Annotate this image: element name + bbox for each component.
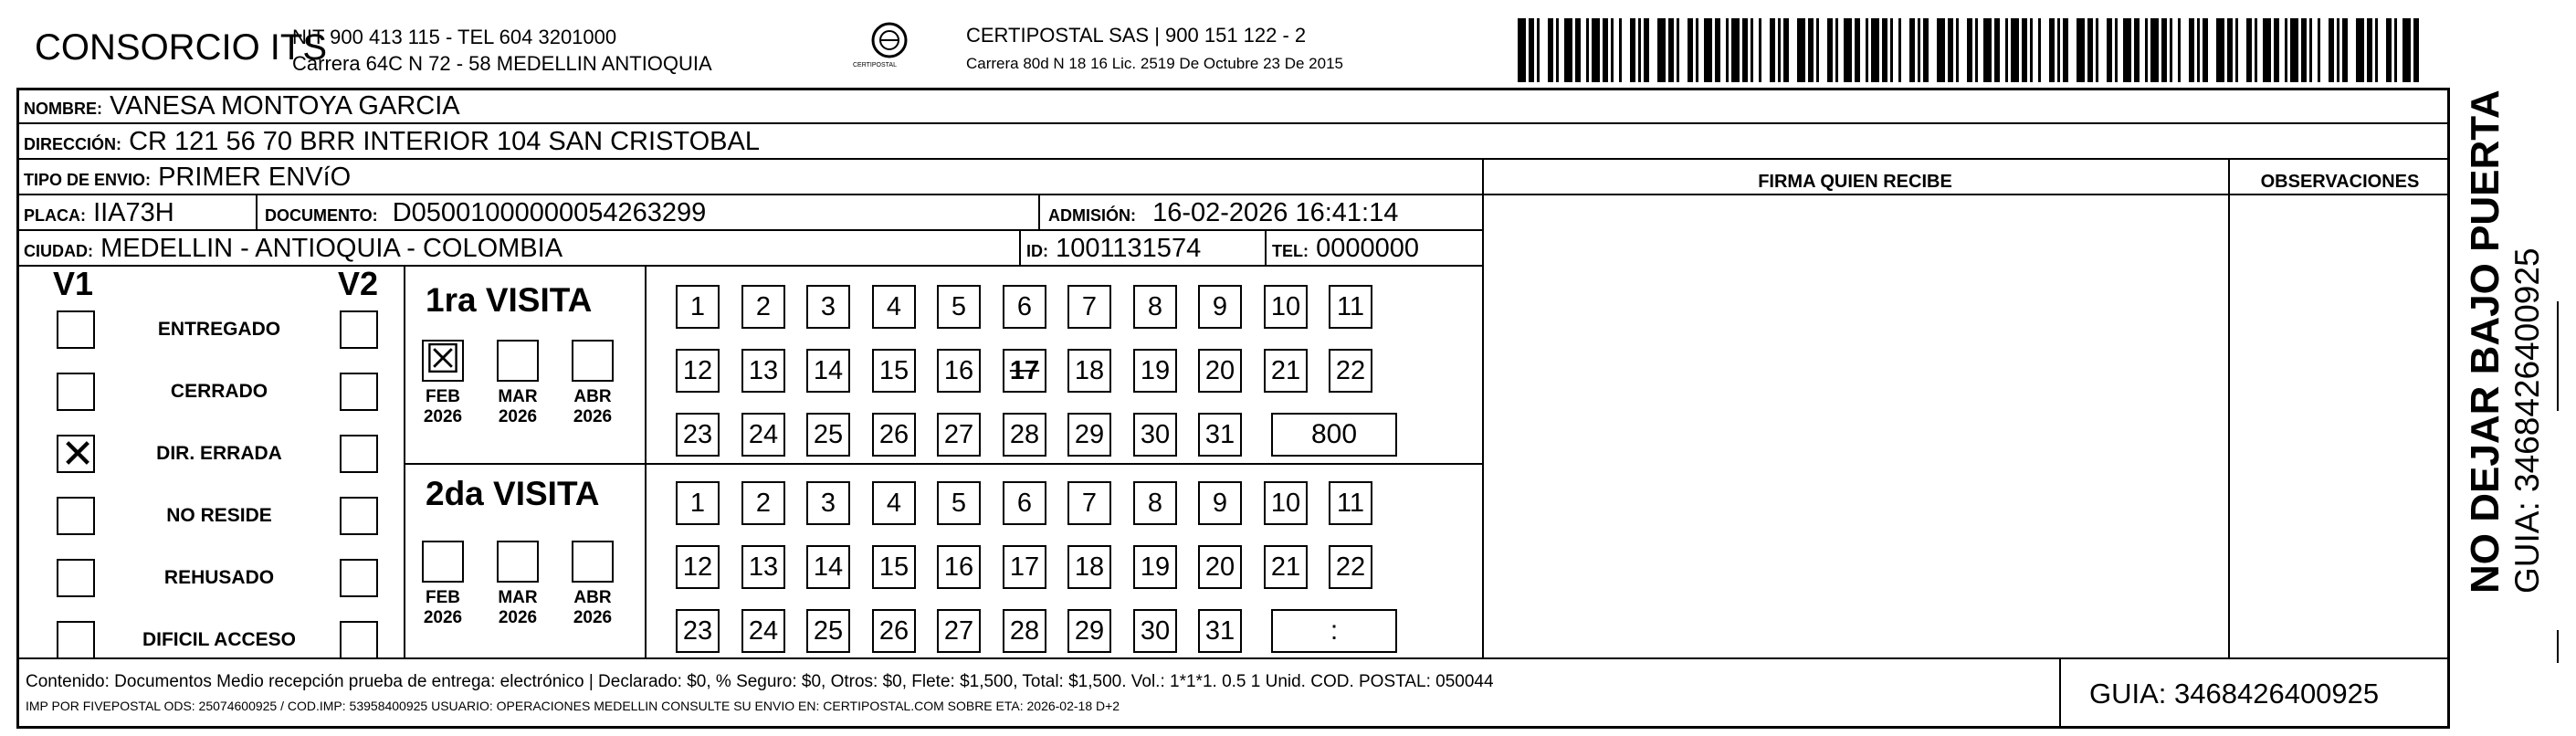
- barcode-bar: [2419, 18, 2424, 82]
- col-divider: [2059, 657, 2061, 729]
- barcode-bar: [2216, 18, 2224, 82]
- ciudad-label: CIUDAD:: [24, 242, 93, 260]
- row-divider: [16, 122, 2450, 124]
- barcode-bar: [1540, 18, 1548, 82]
- day-box[interactable]: 5: [937, 285, 981, 329]
- day-box[interactable]: 18: [1067, 349, 1111, 393]
- day-box[interactable]: 30: [1133, 413, 1177, 457]
- day-box[interactable]: 28: [1003, 413, 1046, 457]
- day-box[interactable]: 23: [676, 609, 720, 653]
- v2-checkbox[interactable]: [340, 373, 378, 411]
- v1-checkbox[interactable]: [57, 310, 95, 349]
- day-box[interactable]: 20: [1198, 349, 1242, 393]
- status-label: ENTREGADO: [157, 319, 281, 340]
- ciudad-value: MEDELLIN - ANTIOQUIA - COLOMBIA: [100, 234, 563, 263]
- day-box[interactable]: 1: [676, 285, 720, 329]
- footer-divider: [16, 657, 2450, 659]
- nit-line: NIT 900 413 115 - TEL 604 3201000: [292, 26, 617, 48]
- documento-row: [265, 198, 706, 228]
- barcode-bar: [1937, 18, 1945, 82]
- tipo-label: TIPO DE ENVIO:: [24, 171, 152, 189]
- placa-row: [24, 198, 174, 228]
- logo-caption: CERTIPOSTAL: [853, 62, 897, 68]
- admision-value: 16-02-2026 16:41:14: [1152, 198, 1399, 227]
- day-box[interactable]: 29: [1067, 609, 1111, 653]
- barcode-bar: [2208, 18, 2216, 82]
- day-box[interactable]: 9: [1198, 481, 1242, 525]
- barcode-bar: [1959, 18, 1967, 82]
- month-year: 2026: [573, 608, 613, 627]
- row-divider: [16, 158, 2450, 160]
- day-box[interactable]: 19: [1133, 545, 1177, 589]
- v1-checkbox[interactable]: [57, 432, 95, 477]
- day-box[interactable]: 31: [1198, 413, 1242, 457]
- certipostal-line: CERTIPOSTAL SAS | 900 151 122 - 2: [966, 24, 1307, 47]
- day-box[interactable]: 7: [1067, 481, 1111, 525]
- day-box[interactable]: 12: [676, 545, 720, 589]
- month-caption: [409, 588, 477, 628]
- nombre-label: NOMBRE:: [24, 100, 102, 118]
- day-box[interactable]: 25: [806, 413, 850, 457]
- barcode-bar: [2403, 18, 2411, 82]
- month-caption: [409, 387, 477, 427]
- company-info: [292, 24, 712, 77]
- direccion-row: [24, 127, 760, 157]
- month-caption: [559, 387, 626, 427]
- status-label: CERRADO: [170, 381, 268, 402]
- barcode-bar: [1871, 18, 1879, 82]
- v1-checkbox[interactable]: [57, 621, 95, 659]
- observaciones-header: OBSERVACIONES: [2260, 172, 2420, 192]
- v2-checkbox[interactable]: [340, 310, 378, 349]
- day-box[interactable]: 3: [806, 285, 850, 329]
- barcode: [1518, 18, 2433, 82]
- month-name: MAR: [498, 588, 538, 607]
- v1-checkbox[interactable]: [57, 559, 95, 597]
- barcode-bar: [1761, 18, 1770, 82]
- barcode-bar: [1679, 18, 1688, 82]
- barcode-bar: [1592, 18, 1600, 82]
- barcode-bar: [2263, 18, 2271, 82]
- day-box[interactable]: 10: [1264, 481, 1308, 525]
- placa-value: IIA73H: [93, 198, 174, 227]
- nombre-row: [24, 91, 460, 121]
- barcode-bar: [2041, 18, 2049, 82]
- barcode-bar: [1844, 18, 1852, 82]
- barcode-bar: [2123, 18, 2131, 82]
- barcode-bar: [1819, 18, 1827, 82]
- barcode-bar: [2068, 18, 2077, 82]
- day-box[interactable]: 29: [1067, 413, 1111, 457]
- col-divider: [1038, 194, 1040, 229]
- barcode-bar: [1901, 18, 1909, 82]
- col-divider: [2228, 158, 2230, 657]
- status-label: REHUSADO: [163, 567, 275, 588]
- day-box[interactable]: 22: [1329, 349, 1372, 393]
- month-caption: [559, 588, 626, 628]
- month-checkbox[interactable]: [422, 337, 464, 382]
- tipo-row: [24, 163, 351, 193]
- barcode-bar: [2011, 18, 2019, 82]
- barcode-bar: [2150, 18, 2159, 82]
- month-name: FEB: [426, 588, 460, 607]
- col-divider: [645, 265, 647, 657]
- footer-imp: IMP POR FIVEPOSTAL ODS: 25074600925 / COD.IMP: 53958400925 USUARIO: OPERACIONES MEDELLIN CONSULTE SU ENVIO EN: CERTIPOSTAL.COM SOBRE ETA: 2026-02-18 D+2: [26, 699, 1120, 713]
- v2-checkbox[interactable]: [340, 435, 378, 473]
- firma-header: FIRMA QUIEN RECIBE: [1758, 172, 1952, 192]
- day-box[interactable]: 27: [937, 413, 981, 457]
- check-x-icon: ✕: [60, 432, 95, 477]
- day-box[interactable]: 14: [806, 349, 850, 393]
- day-box[interactable]: 26: [872, 609, 916, 653]
- barcode-bar: [1704, 18, 1712, 82]
- day-box[interactable]: 24: [741, 413, 785, 457]
- v2-checkbox[interactable]: [340, 497, 378, 535]
- day-box[interactable]: 28: [1003, 609, 1046, 653]
- col-divider: [256, 194, 258, 229]
- month-year: 2026: [423, 608, 463, 627]
- barcode-bar: [2181, 18, 2189, 82]
- day-box[interactable]: 15: [872, 545, 916, 589]
- v1-checkbox[interactable]: [57, 497, 95, 535]
- day-box[interactable]: 20: [1198, 545, 1242, 589]
- documento-label: DOCUMENTO:: [265, 206, 378, 225]
- day-box[interactable]: 16: [937, 349, 981, 393]
- month-caption: [484, 588, 552, 628]
- month-year: 2026: [573, 407, 613, 426]
- day-box[interactable]: 8: [1133, 481, 1177, 525]
- month-checkbox[interactable]: [497, 541, 539, 583]
- barcode-bar: [2238, 18, 2246, 82]
- status-label: DIR. ERRADA: [156, 443, 282, 464]
- v2-checkbox[interactable]: [340, 559, 378, 597]
- barcode-bar: [2077, 18, 2085, 82]
- day-box[interactable]: 30: [1133, 609, 1177, 653]
- month-caption: [484, 387, 552, 427]
- month-year: 2026: [498, 608, 538, 627]
- month-year: 2026: [498, 407, 538, 426]
- day-box[interactable]: 18: [1067, 545, 1111, 589]
- day-box[interactable]: 27: [937, 609, 981, 653]
- barcode-bar: [1789, 18, 1797, 82]
- col-divider: [1019, 229, 1021, 265]
- v1-header: V1: [53, 265, 94, 302]
- barcode-bar: [1657, 18, 1666, 82]
- col-divider: [404, 265, 405, 657]
- day-box[interactable]: 2: [741, 481, 785, 525]
- day-box[interactable]: 5: [937, 481, 981, 525]
- barcode-bar: [1797, 18, 1805, 82]
- day-box[interactable]: 4: [872, 285, 916, 329]
- check-x-icon: ☒: [425, 337, 461, 382]
- month-checkbox[interactable]: [422, 541, 464, 583]
- company-address: Carrera 64C N 72 - 58 MEDELLIN ANTIOQUIA: [292, 52, 712, 75]
- direccion-value: CR 121 56 70 BRR INTERIOR 104 SAN CRISTOBAL: [129, 127, 760, 156]
- barcode-bar: [1564, 18, 1572, 82]
- row-divider: [1482, 194, 2450, 195]
- day-box[interactable]: 11: [1329, 285, 1372, 329]
- visit2-title: 2da VISITA: [426, 475, 600, 512]
- day-box[interactable]: 25: [806, 609, 850, 653]
- barcode-bar: [1983, 18, 1992, 82]
- barcode-bar: [1649, 18, 1657, 82]
- day-box[interactable]: 9: [1198, 285, 1242, 329]
- tel-row: [1272, 234, 1419, 264]
- month-checkbox[interactable]: [572, 541, 614, 583]
- status-label: DIFICIL ACCESO: [142, 629, 296, 650]
- day-box[interactable]: 13: [741, 545, 785, 589]
- hour-field[interactable]: :: [1271, 609, 1397, 653]
- day-box[interactable]: 15: [872, 349, 916, 393]
- day-box[interactable]: 7: [1067, 285, 1111, 329]
- tel-label: TEL:: [1272, 242, 1309, 260]
- day-box[interactable]: 21: [1264, 349, 1308, 393]
- day-box[interactable]: 17: [1003, 545, 1046, 589]
- row-divider: [16, 265, 1482, 267]
- day-box[interactable]: 31: [1198, 609, 1242, 653]
- day-box[interactable]: 21: [1264, 545, 1308, 589]
- barcode-bar: [2378, 18, 2386, 82]
- barcode-bar: [2098, 18, 2107, 82]
- tel-value: 0000000: [1316, 234, 1419, 263]
- documento-value: D05001000000054263299: [392, 198, 707, 227]
- barcode-bar: [1622, 18, 1630, 82]
- v2-header: V2: [338, 265, 379, 302]
- id-value: 1001131574: [1056, 234, 1202, 263]
- visit1-title: 1ra VISITA: [426, 281, 593, 319]
- month-name: ABR: [573, 588, 612, 607]
- v1-checkbox[interactable]: [57, 373, 95, 411]
- day-box[interactable]: 26: [872, 413, 916, 457]
- barcode-bar: [1731, 18, 1740, 82]
- company-name: CONSORCIO ITS: [35, 27, 328, 68]
- id-label: ID:: [1026, 242, 1048, 260]
- day-box[interactable]: 6: [1003, 285, 1046, 329]
- barcode-bar: [2320, 18, 2329, 82]
- placa-label: PLACA:: [24, 206, 86, 225]
- v2-checkbox[interactable]: [340, 621, 378, 659]
- month-checkbox[interactable]: [497, 340, 539, 382]
- col-divider: [1265, 229, 1267, 265]
- day-box[interactable]: 13: [741, 349, 785, 393]
- barcode-bar: [2348, 18, 2356, 82]
- barcode-bar: [1518, 18, 1526, 82]
- visit-divider: [404, 463, 1482, 465]
- side-guia: GUIA: 3468426400925: [2508, 247, 2546, 594]
- day-box[interactable]: 12: [676, 349, 720, 393]
- edge-mark: [2557, 301, 2559, 411]
- tipo-value: PRIMER ENVíO: [158, 163, 352, 192]
- day-box[interactable]: 1: [676, 481, 720, 525]
- month-name: ABR: [573, 387, 612, 406]
- hour-field[interactable]: 800: [1271, 413, 1397, 457]
- day-box[interactable]: 17: [1003, 349, 1046, 393]
- ciudad-row: [24, 234, 563, 264]
- admision-label: ADMISIÓN:: [1048, 206, 1136, 225]
- edge-mark: [2557, 630, 2559, 663]
- month-name: FEB: [426, 387, 460, 406]
- month-checkbox[interactable]: [572, 340, 614, 382]
- footer-contenido: Contenido: Documentos Medio recepción prueba de entrega: electrónico | Declarado: $0, % Seguro: $0, Otros: $0, Flete: $1,500, Total: $1,500. Vol.: 1*1*1. 0.5 1 Unid. COD. POSTAL: 050044: [26, 672, 1494, 691]
- direccion-label: DIRECCIÓN:: [24, 135, 121, 153]
- footer-guia: GUIA: 3468426400925: [2089, 678, 2380, 710]
- day-box[interactable]: 24: [741, 609, 785, 653]
- day-box[interactable]: 16: [937, 545, 981, 589]
- admision-row: [1048, 198, 1398, 228]
- day-box[interactable]: 6: [1003, 481, 1046, 525]
- barcode-bar: [2356, 18, 2364, 82]
- barcode-bar: [2290, 18, 2298, 82]
- day-box[interactable]: 8: [1133, 285, 1177, 329]
- day-box[interactable]: 11: [1329, 481, 1372, 525]
- barcode-bar: [1929, 18, 1937, 82]
- col-divider: [1482, 158, 1484, 657]
- day-box[interactable]: 2: [741, 285, 785, 329]
- day-box[interactable]: 22: [1329, 545, 1372, 589]
- month-name: MAR: [498, 387, 538, 406]
- day-box[interactable]: 23: [676, 413, 720, 457]
- day-box[interactable]: 10: [1264, 285, 1308, 329]
- row-divider: [16, 229, 1482, 231]
- day-box[interactable]: 19: [1133, 349, 1177, 393]
- side-warning: NO DEJAR BAJO PUERTA: [2463, 89, 2508, 594]
- id-row: [1026, 234, 1201, 264]
- nombre-value: VANESA MONTOYA GARCIA: [110, 91, 460, 121]
- certipostal-address: Carrera 80d N 18 16 Lic. 2519 De Octubre 23 De 2015: [966, 55, 1343, 72]
- side-text: [2463, 89, 2547, 594]
- status-label: NO RESIDE: [166, 505, 272, 526]
- day-box[interactable]: 4: [872, 481, 916, 525]
- day-box[interactable]: 14: [806, 545, 850, 589]
- row-divider: [16, 194, 1482, 195]
- month-year: 2026: [423, 407, 463, 426]
- day-box[interactable]: 3: [806, 481, 850, 525]
